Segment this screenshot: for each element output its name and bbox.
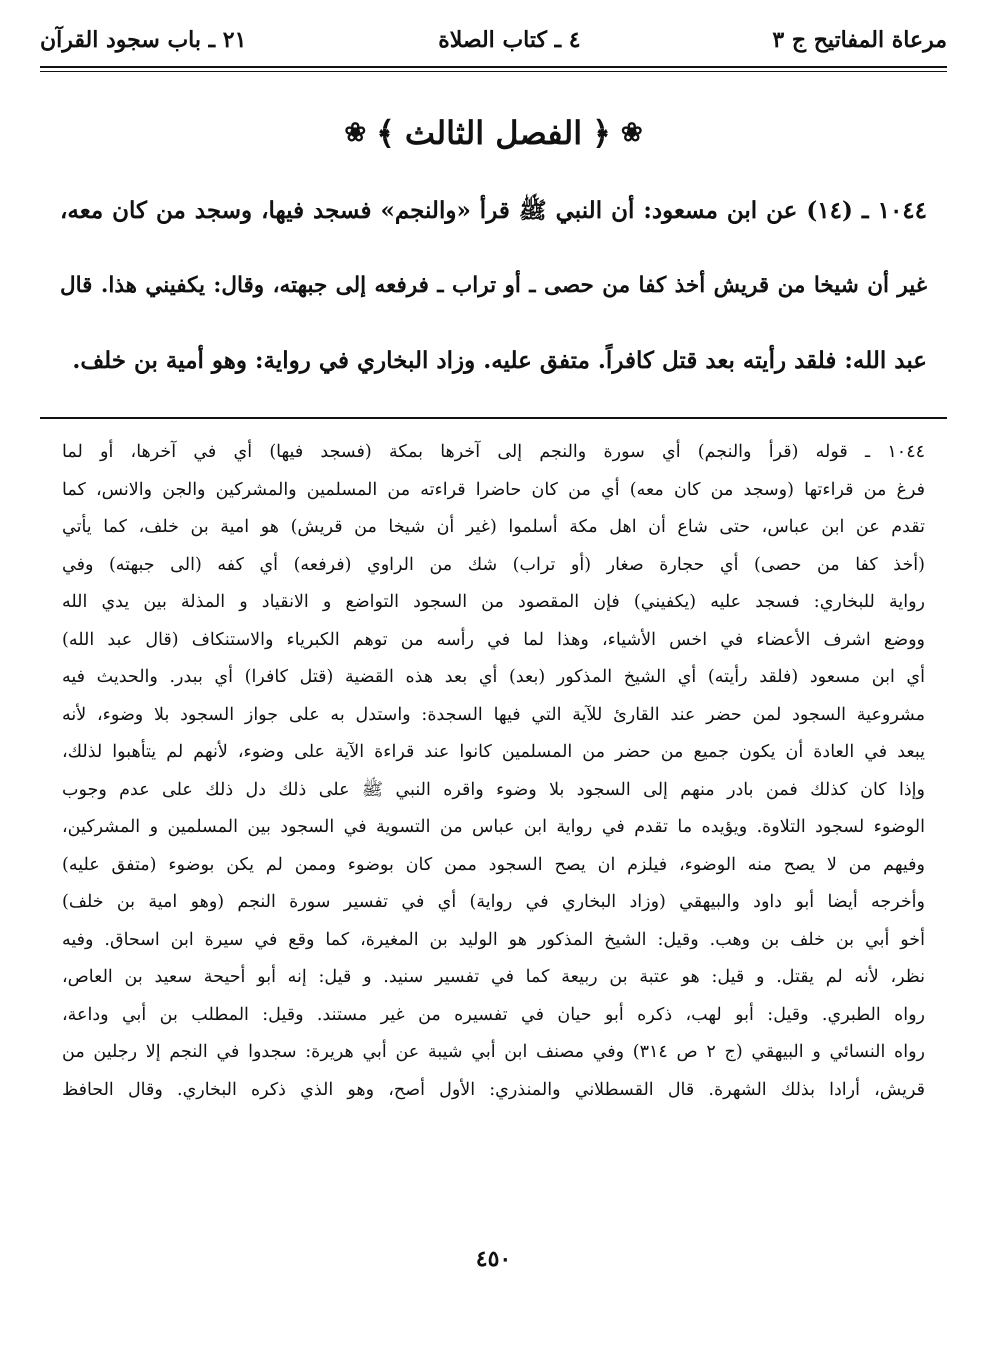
commentary-line: وإذا كان كذلك فمن بادر منهم إلى السجود بلا وضوء واقره النبي ﷺ على ذلك دل ذلك على عدم وجوب xyxy=(62,779,925,800)
section-heading xyxy=(0,108,987,158)
running-header xyxy=(40,18,947,62)
commentary-line: يبعد في العادة أن يكون جميع من حضر من المسلمين كانوا عند قراءة الآية على وضوء، لأنهم لم يتأهبوا لذلك، xyxy=(62,742,925,762)
commentary-line: أخو أبي بن خلف بن وهب. وقيل: الشيخ المذكور هو الوليد بن المغيرة، كما وقع في سيرة ابن اسحاق. وفيه xyxy=(62,929,925,950)
commentary-line: الوضوء لسجود التلاوة. ويؤيده ما تقدم في رواية ابن عباس من التسوية في السجود بين المسلمين و المشركين، xyxy=(62,817,925,837)
commentary-line: أي ابن مسعود (فلقد رأيته) أي الشيخ المذكور (بعد) أي بعد هذه القضية (قتل كافرا) أي ببدر. والحديث فيه xyxy=(62,667,925,687)
commentary-line: وأخرجه أيضا أبو داود والبيهقي (وزاد البخاري في رواية) أي في تفسير سورة النجم (وهو امية بن خلف) xyxy=(62,892,925,912)
section-close-bracket: ﴾ xyxy=(376,114,395,152)
section-title: الفصل الثالث xyxy=(404,114,583,152)
header-book-title: مرعاة المفاتيح ج ٣ xyxy=(772,27,947,53)
commentary-line: تقدم عن ابن عباس، حتى شاع أن اهل مكة أسلموا (غير أن شيخا من قريش) هو امية بن خلف، كما يأتي xyxy=(62,517,925,537)
commentary-line: رواه الطبري. وقيل: أبو لهب، ذكره أبو حيان في تفسيره من غير مستند. وقيل: المطلب بن أبي وداعة، xyxy=(62,1004,925,1025)
hadith-text xyxy=(60,186,927,411)
commentary-line: فرغ من قراءتها (وسجد من كان معه) أي من كان حاضرا قراءته من المسلمين والمشركين والجن والانس، كما xyxy=(62,479,925,500)
divider-rule xyxy=(40,417,947,419)
commentary-line: رواه النسائي و البيهقي (ج ٢ ص ٣١٤) وفي مصنف ابن أبي شيبة عن أبي هريرة: سجدوا في النجم إلا رجلين من xyxy=(62,1042,925,1062)
hadith-line: عبد الله: فلقد رأيته بعد قتل كافراً. متفق عليه. وزاد البخاري في رواية: وهو أمية بن خلف. xyxy=(72,347,927,374)
commentary-line: وفيهم من لا يصح منه الوضوء، فيلزم ان يصح السجود ممن كان بوضوء وممن لم يكن بوضوء (متفق عليه) xyxy=(62,854,925,875)
header-bab: ٢١ ـ باب سجود القرآن xyxy=(40,27,247,53)
commentary-line: (أخذ كفا من حصى) أي حجارة صغار (أو تراب) شك من الراوي (فرفعه) أي كفه (الى جبهته) وفي xyxy=(62,554,925,575)
hadith-line: غير أن شيخا من قريش أخذ كفا من حصى ـ أو تراب ـ فرفعه إلى جبهته، وقال: يكفيني هذا. قال xyxy=(60,273,927,298)
commentary-text xyxy=(62,434,925,1109)
page-number: ٤٥٠ xyxy=(475,1246,512,1272)
floral-ornament-icon: ❀ xyxy=(344,118,367,148)
commentary-line: ووضع اشرف الأعضاء في اخس الأشياء، وهذا لما في رأسه من توهم الكبرياء والاستنكاف (قال عبد الله) xyxy=(62,629,925,650)
commentary-line: نظر، لأنه لم يقتل. و قيل: هو عتبة بن ربيعة كما في تفسير سنيد. و قيل: إنه أبو أحيحة سعيد بن العاص، xyxy=(62,967,925,987)
commentary-line: رواية للبخاري: فسجد عليه (يكفيني) فإن المقصود من السجود التواضع و الانقياد و المذلة بين يدي الله xyxy=(62,592,925,612)
header-rule xyxy=(40,66,947,72)
section-open-bracket: ﴿ xyxy=(592,114,611,152)
commentary-line: مشروعية السجود لمن حضر عند القارئ للآية التي فيها السجدة: واستدل به على جواز السجود بلا وضوء، لأنه xyxy=(62,704,925,725)
commentary-line: ١٠٤٤ ـ قوله (قرأ والنجم) أي سورة والنجم إلى آخرها بمكة (فسجد فيها) أي في آخرها، أو لما xyxy=(62,442,925,462)
header-kitab: ٤ ـ كتاب الصلاة xyxy=(438,27,581,53)
commentary-line: قريش، أرادا بذلك الشهرة. قال القسطلاني والمنذري: الأول أصح، وهو الذي ذكره البخاري. وقال الحافظ xyxy=(62,1079,925,1100)
floral-ornament-icon: ❀ xyxy=(620,118,643,148)
hadith-line: ١٠٤٤ ـ (١٤) عن ابن مسعود: أن النبي ﷺ قرأ «والنجم» فسجد فيها، وسجد من كان معه، xyxy=(60,197,928,224)
